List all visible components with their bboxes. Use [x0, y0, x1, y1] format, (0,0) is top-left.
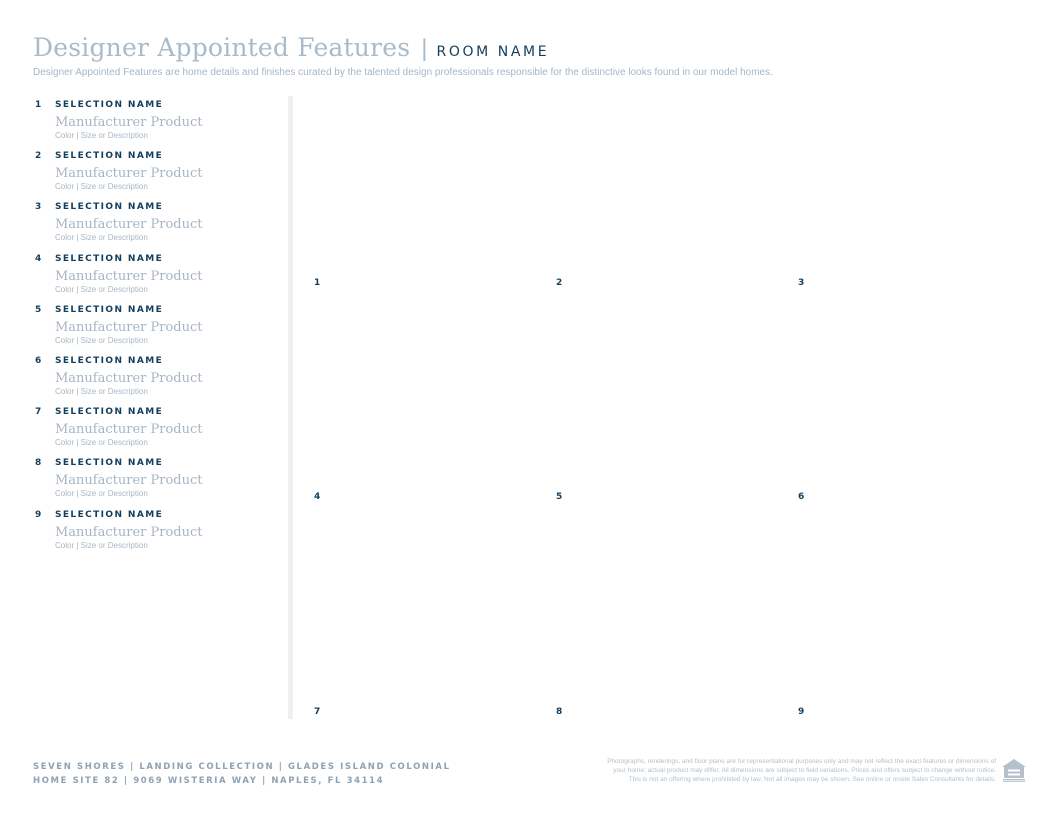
image-label: 5	[556, 492, 563, 502]
selection-description: Color | Size or Description	[55, 438, 148, 448]
selection-description: Color | Size or Description	[55, 284, 148, 294]
community-line: SEVEN SHORES | LANDING COLLECTION | GLADES ISLAND COLONIAL	[33, 762, 451, 772]
disclaimer-line: This is not an offering where prohibited by law. Not all images may be shown. See online or onsite Sales Consultants for details.	[628, 776, 996, 783]
selection-description: Color | Size or Description	[55, 233, 148, 243]
legal-disclaimer	[516, 757, 996, 784]
image-label: 2	[556, 278, 563, 288]
page-subtitle: Designer Appointed Features are home details and finishes curated by the talented design professionals responsible for the distinctive looks found in our model homes.	[33, 67, 773, 78]
manufacturer-product: Manufacturer Product	[55, 268, 203, 284]
selection-number: 1	[35, 100, 42, 110]
selection-number: 9	[35, 509, 42, 520]
selection-name: SELECTION NAME	[55, 253, 164, 264]
selection-description: Color | Size or Description	[55, 489, 148, 499]
selection-number: 6	[35, 355, 42, 366]
equal-housing-opportunity-icon	[1001, 758, 1027, 782]
selection-name: SELECTION NAME	[55, 458, 164, 469]
page-title: Designer Appointed Features	[33, 33, 411, 62]
image-label: 6	[798, 492, 805, 502]
selection-item	[35, 407, 275, 458]
image-label: 4	[314, 492, 321, 502]
manufacturer-product: Manufacturer Product	[55, 370, 203, 386]
selection-item	[35, 100, 275, 151]
selection-item	[35, 202, 275, 253]
image-label: 9	[798, 707, 805, 717]
selection-item	[35, 458, 275, 509]
selection-item	[35, 305, 275, 356]
manufacturer-product: Manufacturer Product	[55, 319, 203, 335]
selection-name: SELECTION NAME	[55, 304, 164, 315]
selection-description: Color | Size or Description	[55, 182, 148, 192]
title-row	[33, 33, 773, 63]
manufacturer-product: Manufacturer Product	[55, 422, 203, 438]
selection-description: Color | Size or Description	[55, 540, 148, 550]
selection-number: 4	[35, 253, 42, 264]
selection-number: 7	[35, 407, 42, 418]
page-header	[33, 33, 773, 78]
selection-name: SELECTION NAME	[55, 355, 164, 366]
vertical-divider	[288, 96, 293, 719]
selection-name: SELECTION NAME	[55, 100, 164, 110]
manufacturer-product: Manufacturer Product	[55, 217, 203, 233]
selection-description: Color | Size or Description	[55, 131, 148, 140]
image-label: 1	[314, 278, 321, 288]
room-name: ROOM NAME	[436, 44, 550, 60]
selection-item	[35, 151, 275, 202]
selection-number: 3	[35, 202, 42, 213]
selection-list	[35, 100, 275, 561]
manufacturer-product: Manufacturer Product	[55, 166, 203, 182]
selection-item	[35, 510, 275, 561]
selection-description: Color | Size or Description	[55, 386, 148, 396]
title-separator: |	[421, 35, 428, 62]
selection-name: SELECTION NAME	[55, 509, 164, 520]
selection-number: 8	[35, 458, 42, 469]
manufacturer-product: Manufacturer Product	[55, 473, 203, 489]
manufacturer-product: Manufacturer Product	[55, 524, 203, 540]
selection-number: 2	[35, 151, 42, 162]
selection-name: SELECTION NAME	[55, 407, 164, 418]
selection-item	[35, 254, 275, 305]
selection-description: Color | Size or Description	[55, 335, 148, 345]
selection-name: SELECTION NAME	[55, 151, 164, 162]
image-label: 3	[798, 278, 805, 288]
disclaimer-line: Photographs, renderings, and floor plans are for representational purposes only and may not reflect the exact features or dimensions of	[607, 758, 996, 765]
manufacturer-product: Manufacturer Product	[55, 115, 203, 130]
selection-item	[35, 356, 275, 407]
image-label: 8	[556, 707, 563, 717]
selection-name: SELECTION NAME	[55, 202, 164, 213]
selection-number: 5	[35, 304, 42, 315]
disclaimer-line: your home; actual product may differ. All dimensions are subject to field variations. Prices and offers subject to change without notice.	[613, 767, 996, 774]
address-line: HOME SITE 82 | 9069 WISTERIA WAY | NAPLES, FL 34114	[33, 776, 385, 786]
community-address	[33, 760, 451, 788]
image-label: 7	[314, 707, 321, 717]
